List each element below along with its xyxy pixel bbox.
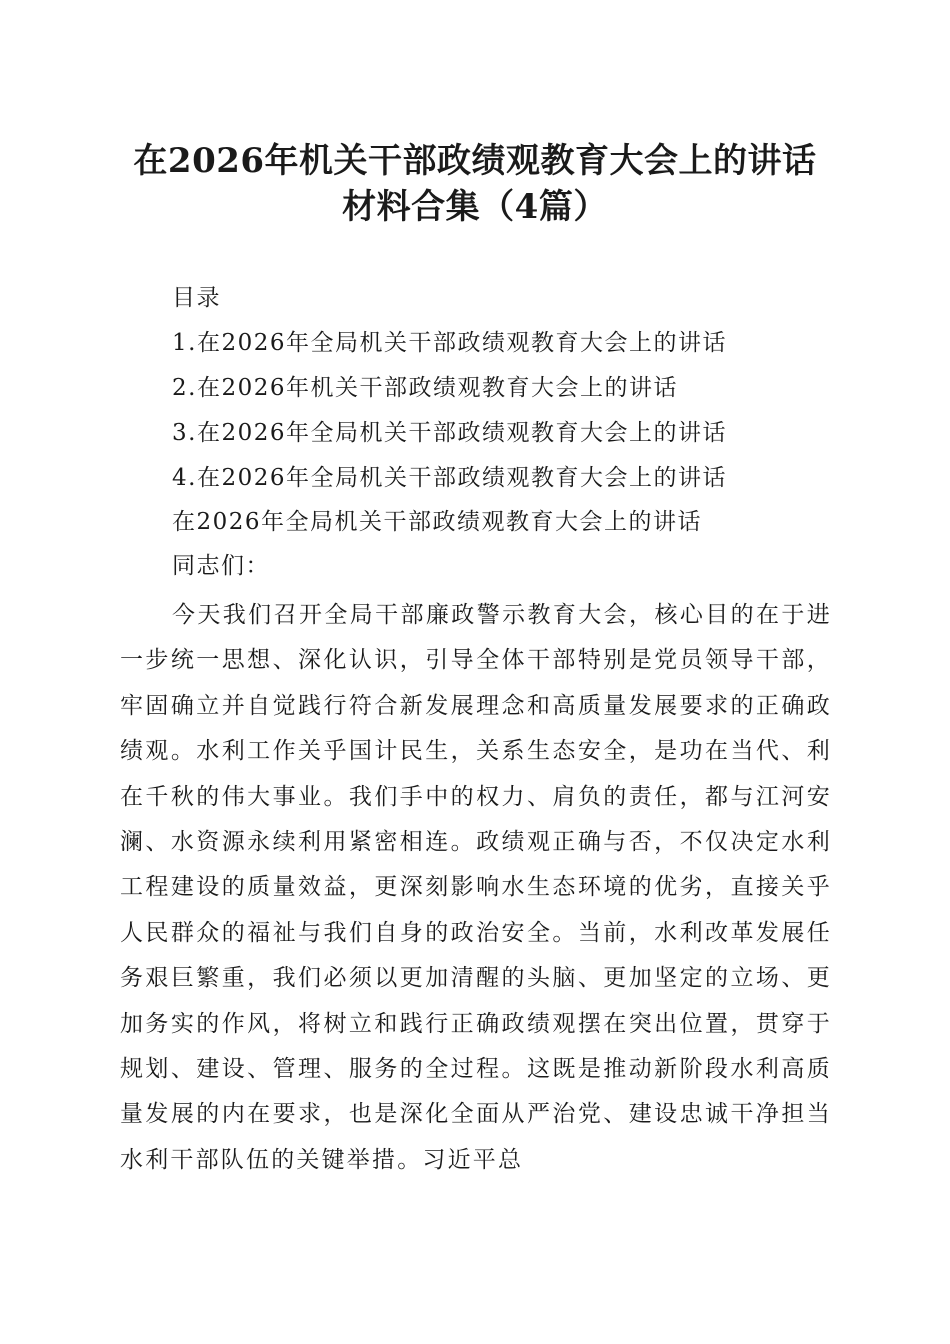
toc-item-2[interactable]: 2.在2026年机关干部政绩观教育大会上的讲话 [172, 375, 678, 401]
document-title-line-2: 材料合集（4篇） [342, 187, 608, 227]
speech-title: 在2026年全局机关干部政绩观教育大会上的讲话 [172, 509, 703, 535]
toc-item-1[interactable]: 1.在2026年全局机关干部政绩观教育大会上的讲话 [172, 330, 727, 356]
document-title-line-1: 在2026年机关干部政绩观教育大会上的讲话 [133, 141, 817, 181]
speech-paragraph: 今天我们召开全局干部廉政警示教育大会，核心目的在于进一步统一思想、深化认识，引导全体干部特别是党员领导干部，牢固确立并自觉践行符合新发展理念和高质量发展要求的正确政绩观。水利工作关乎国计民生，关系生态安全，是功在当代、利在千秋的伟大事业。我们手中的权力、肩负的责任，都与江河安澜、水资源永续利用紧密相连。政绩观正确与否，不仅决定水利工程建设的质量效益，更深刻影响水生态环境的优劣，直接关乎人民群众的福祉与我们自身的政治安全。当前，水利改革发展任务艰巨繁重，我们必须以更加清醒的头脑、更加坚定的立场、更加务实的作风，将树立和践行正确政绩观摆在突出位置，贯穿于规划、建设、管理、服务的全过程。这既是推动新阶段水利高质量发展的内在要求，也是深化全面从严治党、建设忠诚干净担当水利干部队伍的关键举措。习近平总 [120, 602, 832, 1173]
toc-item-3[interactable]: 3.在2026年全局机关干部政绩观教育大会上的讲话 [172, 420, 727, 446]
speech-greeting: 同志们： [172, 553, 270, 579]
toc-item-4[interactable]: 4.在2026年全局机关干部政绩观教育大会上的讲话 [172, 465, 727, 491]
toc-heading: 目录 [172, 285, 221, 311]
